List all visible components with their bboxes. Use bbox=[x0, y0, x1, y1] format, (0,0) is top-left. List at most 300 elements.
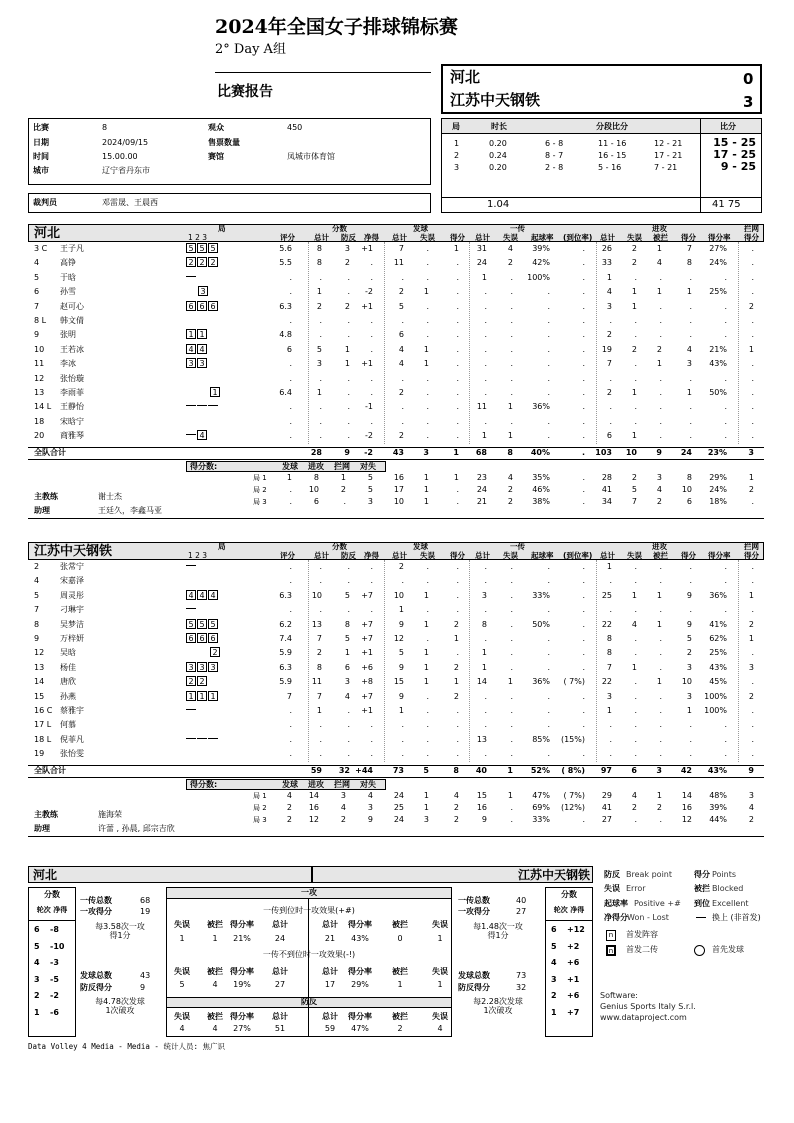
player-se: . bbox=[426, 244, 429, 253]
set-row-rx: . bbox=[582, 472, 585, 482]
set-number: 3 bbox=[454, 163, 460, 172]
player-name: 蔡雅宇 bbox=[60, 706, 84, 715]
player-number: 13 bbox=[34, 662, 45, 672]
date-label: 日期 bbox=[33, 138, 49, 147]
set-row-ap: 6 bbox=[686, 496, 692, 506]
player-rp: . bbox=[547, 562, 550, 571]
player-rotation bbox=[186, 633, 230, 645]
player-ae: . bbox=[634, 416, 637, 426]
set-row-se: 1 bbox=[423, 802, 429, 812]
player-st: . bbox=[401, 402, 404, 412]
player-aq: . bbox=[724, 272, 727, 282]
stat-value: 4 bbox=[179, 1024, 185, 1033]
rotation-box: 3 bbox=[198, 286, 208, 296]
away-srv-total: 73 bbox=[516, 971, 527, 980]
reception-total-header: 总计 bbox=[475, 551, 490, 560]
reception-exc-header: (到位率) bbox=[563, 233, 593, 242]
set-row-pts: 1 bbox=[340, 472, 346, 482]
rotation-points: -6 bbox=[50, 1007, 59, 1017]
player-wl: -2 bbox=[365, 287, 373, 297]
player-se: . bbox=[426, 634, 429, 643]
player-se: 1 bbox=[423, 590, 429, 600]
player-ap: 1 bbox=[686, 706, 692, 715]
rotation-points: -8 bbox=[50, 925, 59, 934]
player-ap: 3 bbox=[686, 359, 692, 369]
player-v: 6.3 bbox=[279, 662, 292, 672]
player-ab: . bbox=[659, 691, 662, 701]
player-v: . bbox=[289, 720, 292, 730]
total-aq: 23% bbox=[707, 447, 727, 457]
stat-header: 得分率 bbox=[348, 967, 372, 976]
set-row-aq: 39% bbox=[709, 802, 727, 812]
player-rt: . bbox=[484, 301, 487, 311]
rotation-points: +6 bbox=[567, 991, 580, 1000]
set-row-rt: 24 bbox=[476, 484, 487, 494]
player-rotation bbox=[186, 272, 230, 284]
set-row-label: 局 2 bbox=[253, 485, 267, 494]
player-name: 宋嘉泽 bbox=[60, 576, 84, 586]
player-rt: . bbox=[484, 316, 487, 325]
player-rt: 1 bbox=[481, 431, 487, 441]
player-se: . bbox=[426, 258, 429, 268]
home-rec-total: 68 bbox=[140, 896, 151, 905]
set-number: 1 bbox=[454, 139, 460, 148]
stat-value: 1 bbox=[397, 980, 403, 989]
player-sp: . bbox=[456, 749, 459, 759]
player-bk: 1 bbox=[748, 634, 754, 643]
away-srv-total-label: 发球总数 bbox=[458, 971, 490, 980]
player-pt: . bbox=[319, 749, 322, 759]
points-header: 分数 bbox=[332, 224, 347, 233]
player-wl: +7 bbox=[361, 590, 373, 600]
player-bp: 1 bbox=[344, 359, 350, 369]
player-name: 宋晗宁 bbox=[60, 416, 84, 426]
points-by-set-head: 拦网 bbox=[334, 779, 350, 789]
player-re: . bbox=[510, 562, 513, 571]
set-row-st: 16 bbox=[393, 472, 404, 482]
team-rule-end bbox=[28, 518, 764, 519]
software-url[interactable]: www.dataproject.com bbox=[600, 1013, 687, 1022]
player-rotation bbox=[186, 301, 230, 313]
player-bk: 2 bbox=[748, 301, 754, 311]
player-rp: . bbox=[547, 691, 550, 701]
player-ap: . bbox=[689, 272, 692, 282]
player-rx: . bbox=[582, 402, 585, 412]
rotation-box: 1 bbox=[210, 387, 220, 397]
player-aq: 50% bbox=[709, 388, 727, 397]
player-aq: . bbox=[724, 605, 727, 615]
player-sp: . bbox=[456, 562, 459, 571]
rotation-box: 1 bbox=[186, 329, 196, 339]
player-pt: . bbox=[319, 316, 322, 325]
player-rp: 100% bbox=[527, 272, 550, 282]
set-row-rp: 35% bbox=[532, 472, 550, 482]
rotation-points: -10 bbox=[50, 941, 65, 951]
sub-dash-icon bbox=[208, 738, 218, 739]
player-se: . bbox=[426, 416, 429, 426]
total-at: 97 bbox=[600, 765, 612, 775]
player-rotation bbox=[186, 416, 230, 428]
player-v: . bbox=[289, 749, 292, 759]
player-rx: . bbox=[582, 576, 585, 586]
player-wl: . bbox=[370, 373, 373, 383]
stat-header: 总计 bbox=[322, 967, 338, 976]
player-ae: . bbox=[634, 402, 637, 412]
set-row-se: 1 bbox=[423, 472, 429, 482]
player-pt: . bbox=[319, 576, 322, 586]
player-bp: . bbox=[347, 416, 350, 426]
player-se: . bbox=[426, 388, 429, 397]
assistant-names: 许蕾 , 孙晨, 邱宗吉欣 bbox=[98, 823, 175, 833]
player-ap: . bbox=[689, 373, 692, 383]
legend-setter: 首发二传 bbox=[626, 945, 658, 954]
player-name: 王若冰 bbox=[60, 344, 84, 354]
player-se: . bbox=[426, 605, 429, 615]
total-aq: 43% bbox=[707, 765, 727, 775]
stat-header: 被拦 bbox=[207, 920, 223, 929]
player-sp: . bbox=[456, 734, 459, 744]
assistant-names: 王廷久，李鑫马亚 bbox=[98, 505, 162, 515]
set-row-st: 17 bbox=[393, 484, 404, 494]
rotation-number: 1 bbox=[34, 1007, 40, 1017]
player-number: 19 bbox=[34, 749, 45, 759]
legend-pos-val: Positive +# bbox=[634, 899, 681, 908]
player-aq: 43% bbox=[709, 359, 727, 369]
player-at: . bbox=[609, 576, 612, 586]
total-rule-bottom bbox=[28, 459, 764, 460]
player-v: . bbox=[289, 272, 292, 282]
player-at: . bbox=[609, 734, 612, 744]
player-se: . bbox=[426, 720, 429, 730]
player-wl: +6 bbox=[361, 662, 373, 672]
set-number: 2 bbox=[454, 151, 460, 160]
player-ab: . bbox=[659, 272, 662, 282]
set-row-re: . bbox=[510, 802, 513, 812]
player-rx: . bbox=[582, 258, 585, 268]
rotation-points: +2 bbox=[567, 941, 580, 951]
player-ap: 3 bbox=[686, 691, 692, 701]
stat-value: 59 bbox=[324, 1024, 336, 1033]
player-rt: . bbox=[484, 562, 487, 571]
stat-value: 43% bbox=[351, 934, 369, 943]
rotation-box: 4 bbox=[208, 590, 218, 600]
player-se: . bbox=[426, 431, 429, 441]
home-rec-total-label: 一传总数 bbox=[80, 896, 112, 905]
bottom-home-bar bbox=[28, 866, 312, 883]
player-at: 1 bbox=[606, 562, 612, 571]
player-rotation bbox=[186, 344, 230, 356]
player-se: . bbox=[426, 373, 429, 383]
player-rx: . bbox=[582, 373, 585, 383]
player-wl: . bbox=[370, 330, 373, 340]
player-name: 张常宁 bbox=[60, 562, 84, 571]
player-v: 5.5 bbox=[279, 258, 292, 268]
player-se: . bbox=[426, 749, 429, 759]
serve-header: 发球 bbox=[413, 542, 428, 551]
home-srv-total: 43 bbox=[140, 971, 151, 980]
player-ab: . bbox=[659, 431, 662, 441]
points-by-set-head: 发球 bbox=[282, 779, 298, 789]
player-ae: . bbox=[634, 272, 637, 282]
sub-dash-icon bbox=[197, 738, 207, 739]
stat-value: 27 bbox=[274, 980, 286, 989]
set-row-ap: 10 bbox=[681, 484, 692, 494]
reception-error-header: 失误 bbox=[503, 233, 518, 242]
player-pt: 1 bbox=[316, 287, 322, 297]
player-ap: 1 bbox=[686, 287, 692, 297]
stat-value: 24 bbox=[274, 934, 286, 943]
set-row-label: 局 2 bbox=[253, 803, 267, 812]
player-name: 李雨菲 bbox=[60, 388, 84, 397]
player-rt: 14 bbox=[476, 677, 487, 687]
player-bp: . bbox=[347, 562, 350, 571]
stat-header: 失误 bbox=[432, 1012, 448, 1021]
player-ab: . bbox=[659, 416, 662, 426]
player-pt: 7 bbox=[316, 691, 322, 701]
player-rt: . bbox=[484, 359, 487, 369]
player-number: 2 bbox=[34, 562, 40, 571]
player-ab: . bbox=[659, 373, 662, 383]
player-sp: . bbox=[456, 301, 459, 311]
player-ab: . bbox=[659, 605, 662, 615]
rotation-box: 5 bbox=[197, 619, 207, 629]
player-bk: . bbox=[751, 431, 754, 441]
player-number: 10 bbox=[34, 344, 45, 354]
player-name: 张怡璇 bbox=[60, 373, 84, 383]
player-rt: . bbox=[484, 706, 487, 715]
player-at: 26 bbox=[601, 244, 612, 253]
total-sp: 8 bbox=[453, 765, 459, 775]
away-note-2b: 1次破攻 bbox=[483, 1006, 513, 1015]
player-wl: . bbox=[370, 272, 373, 282]
match-info-box bbox=[28, 118, 431, 185]
player-aq: 41% bbox=[709, 619, 727, 629]
player-re: . bbox=[510, 287, 513, 297]
stat-header: 失误 bbox=[174, 920, 190, 929]
player-number: 12 bbox=[34, 373, 45, 383]
player-rotation bbox=[186, 734, 230, 746]
player-rotation bbox=[186, 358, 230, 370]
rotation-number: 4 bbox=[551, 958, 557, 967]
player-name: 唐欣 bbox=[60, 677, 76, 687]
player-ab: . bbox=[659, 316, 662, 325]
set-row-se: 1 bbox=[423, 484, 429, 494]
stat-value: 1 bbox=[437, 980, 443, 989]
player-ap: . bbox=[689, 734, 692, 744]
match-subtitle: 2° Day A组 bbox=[215, 42, 286, 57]
stat-header: 得分率 bbox=[348, 1012, 372, 1021]
player-bp: . bbox=[347, 576, 350, 586]
player-rx: . bbox=[582, 330, 585, 340]
player-ab: 4 bbox=[656, 258, 662, 268]
player-v: . bbox=[289, 734, 292, 744]
player-re: . bbox=[510, 706, 513, 715]
legend-starter: 首发阵容 bbox=[626, 930, 658, 939]
player-rp: 42% bbox=[532, 258, 550, 268]
player-se: 1 bbox=[423, 359, 429, 369]
total-re: 8 bbox=[507, 447, 513, 457]
player-name: 刁琳宇 bbox=[60, 605, 84, 615]
stat-value: 29% bbox=[351, 980, 369, 989]
player-wl: -2 bbox=[365, 431, 373, 441]
legend-bp-key: 防反 bbox=[604, 870, 620, 879]
player-ab: . bbox=[659, 706, 662, 715]
reception-header: 一传 bbox=[510, 224, 525, 233]
player-se: 1 bbox=[423, 287, 429, 297]
player-at: . bbox=[609, 316, 612, 325]
player-st: 1 bbox=[398, 605, 404, 615]
city-label: 城市 bbox=[33, 166, 49, 175]
player-wl: . bbox=[370, 734, 373, 744]
player-wl: +1 bbox=[361, 244, 373, 253]
set-row-re: . bbox=[510, 814, 513, 824]
player-re: 1 bbox=[507, 402, 513, 412]
home-bp-label: 防反得分 bbox=[80, 983, 112, 992]
set-row-ab: 2 bbox=[656, 496, 662, 506]
player-ab: 1 bbox=[656, 359, 662, 369]
set-row-bk: 3 bbox=[748, 790, 754, 800]
away-bp: 32 bbox=[516, 983, 527, 992]
player-rx: . bbox=[582, 590, 585, 600]
set-partial-8: 2 - 8 bbox=[545, 163, 564, 172]
player-ab: 1 bbox=[656, 677, 662, 687]
set-row-pts: 14 bbox=[308, 790, 319, 800]
player-rotation bbox=[186, 676, 230, 688]
player-aq: 21% bbox=[709, 344, 727, 354]
player-name: 张明 bbox=[60, 330, 76, 340]
sub-dash-icon bbox=[186, 565, 196, 566]
player-st: . bbox=[401, 749, 404, 759]
away-rec-total: 40 bbox=[516, 896, 527, 905]
home-note-1: 每3.58次一攻 bbox=[95, 922, 145, 931]
player-rp: . bbox=[547, 416, 550, 426]
player-sp: . bbox=[456, 373, 459, 383]
serve-points-header: 得分 bbox=[450, 233, 465, 242]
player-at: 8 bbox=[606, 634, 612, 643]
attack-points-header: 得分 bbox=[681, 551, 696, 560]
home-note-2b: 1次破攻 bbox=[105, 1006, 135, 1015]
player-bp: . bbox=[347, 431, 350, 441]
assistant-label: 助理 bbox=[34, 823, 50, 833]
player-ae: 2 bbox=[631, 244, 637, 253]
player-aq: 43% bbox=[709, 662, 727, 672]
player-st: 9 bbox=[398, 619, 404, 629]
player-at: 3 bbox=[606, 691, 612, 701]
player-rp: . bbox=[547, 359, 550, 369]
player-ab: 1 bbox=[656, 287, 662, 297]
player-st: 2 bbox=[398, 431, 404, 441]
player-re: . bbox=[510, 648, 513, 658]
player-re: . bbox=[510, 720, 513, 730]
team-name: 河北 bbox=[34, 226, 61, 241]
player-bp: 3 bbox=[344, 244, 350, 253]
player-bk: 1 bbox=[748, 590, 754, 600]
rotation-box: 1 bbox=[197, 329, 207, 339]
player-rx: . bbox=[582, 562, 585, 571]
set-row-at: 34 bbox=[601, 496, 612, 506]
starting-setter-icon: n bbox=[606, 945, 616, 956]
player-bp: 1 bbox=[344, 648, 350, 658]
set-row-aq: 44% bbox=[709, 814, 727, 824]
player-re: . bbox=[510, 662, 513, 672]
stat-header: 失误 bbox=[432, 967, 448, 976]
serve-total-header: 总计 bbox=[392, 233, 407, 242]
player-re: . bbox=[510, 416, 513, 426]
rotation-points: -3 bbox=[50, 958, 59, 967]
substitute-icon bbox=[696, 917, 706, 918]
player-re: . bbox=[510, 388, 513, 397]
player-bp: 5 bbox=[344, 634, 350, 643]
player-se: . bbox=[426, 316, 429, 325]
player-bk: . bbox=[751, 244, 754, 253]
set-row-bk: 2 bbox=[748, 484, 754, 494]
player-ab: 1 bbox=[656, 619, 662, 629]
player-se: 1 bbox=[423, 662, 429, 672]
set-row-sp: 4 bbox=[453, 790, 459, 800]
player-rotation bbox=[186, 387, 230, 399]
bottom-away-name: 江苏中天钢铁 bbox=[517, 868, 590, 882]
player-rx: (15%) bbox=[560, 734, 585, 744]
set-row-rx: . bbox=[582, 496, 585, 506]
date: 2024/09/15 bbox=[102, 138, 149, 147]
set-row-st: 25 bbox=[393, 802, 404, 812]
attack-blocked-header: 被拦 bbox=[653, 233, 668, 242]
player-rt: . bbox=[484, 373, 487, 383]
player-rotation bbox=[186, 315, 230, 327]
player-at: . bbox=[609, 373, 612, 383]
player-bk: . bbox=[751, 720, 754, 730]
player-pt: 10 bbox=[311, 590, 322, 600]
player-sp: . bbox=[456, 576, 459, 586]
player-re: . bbox=[510, 619, 513, 629]
player-number: 14 L bbox=[34, 402, 52, 412]
serve-header: 发球 bbox=[413, 224, 428, 233]
attack-pct-header: 得分率 bbox=[708, 551, 731, 560]
set-row-pts: 4 bbox=[340, 802, 346, 812]
player-bk: . bbox=[751, 416, 754, 426]
player-re: . bbox=[510, 590, 513, 600]
rotation-box: 3 bbox=[186, 662, 196, 672]
away-rotation-title: 分数 bbox=[561, 890, 577, 899]
match-number: 8 bbox=[102, 123, 108, 132]
player-rp: . bbox=[547, 316, 550, 325]
set-col-header: 局 bbox=[452, 122, 460, 131]
set-row-rp: 38% bbox=[532, 496, 550, 506]
set-row-at: 27 bbox=[601, 814, 612, 824]
stat-value: 1 bbox=[212, 934, 218, 943]
player-rotation bbox=[186, 243, 230, 255]
home-bp: 9 bbox=[140, 983, 146, 992]
set-row-sp: . bbox=[456, 484, 459, 494]
sub-dash-icon bbox=[186, 608, 196, 609]
player-se: 1 bbox=[423, 677, 429, 687]
player-rx: . bbox=[582, 359, 585, 369]
coach-name: 施海荣 bbox=[98, 809, 122, 819]
player-re: . bbox=[510, 344, 513, 354]
set-row-ap: 8 bbox=[686, 472, 692, 482]
player-at: 7 bbox=[606, 359, 612, 369]
reception-total-header: 总计 bbox=[475, 233, 490, 242]
player-v: 5.9 bbox=[279, 648, 292, 658]
rotation-box: 2 bbox=[197, 257, 207, 267]
rotation-box: 5 bbox=[197, 243, 207, 253]
player-rotation bbox=[186, 719, 230, 731]
player-aq: . bbox=[724, 562, 727, 571]
player-rotation bbox=[186, 604, 230, 616]
player-number: 11 bbox=[34, 359, 45, 369]
player-st: . bbox=[401, 416, 404, 426]
player-sp: . bbox=[456, 316, 459, 325]
